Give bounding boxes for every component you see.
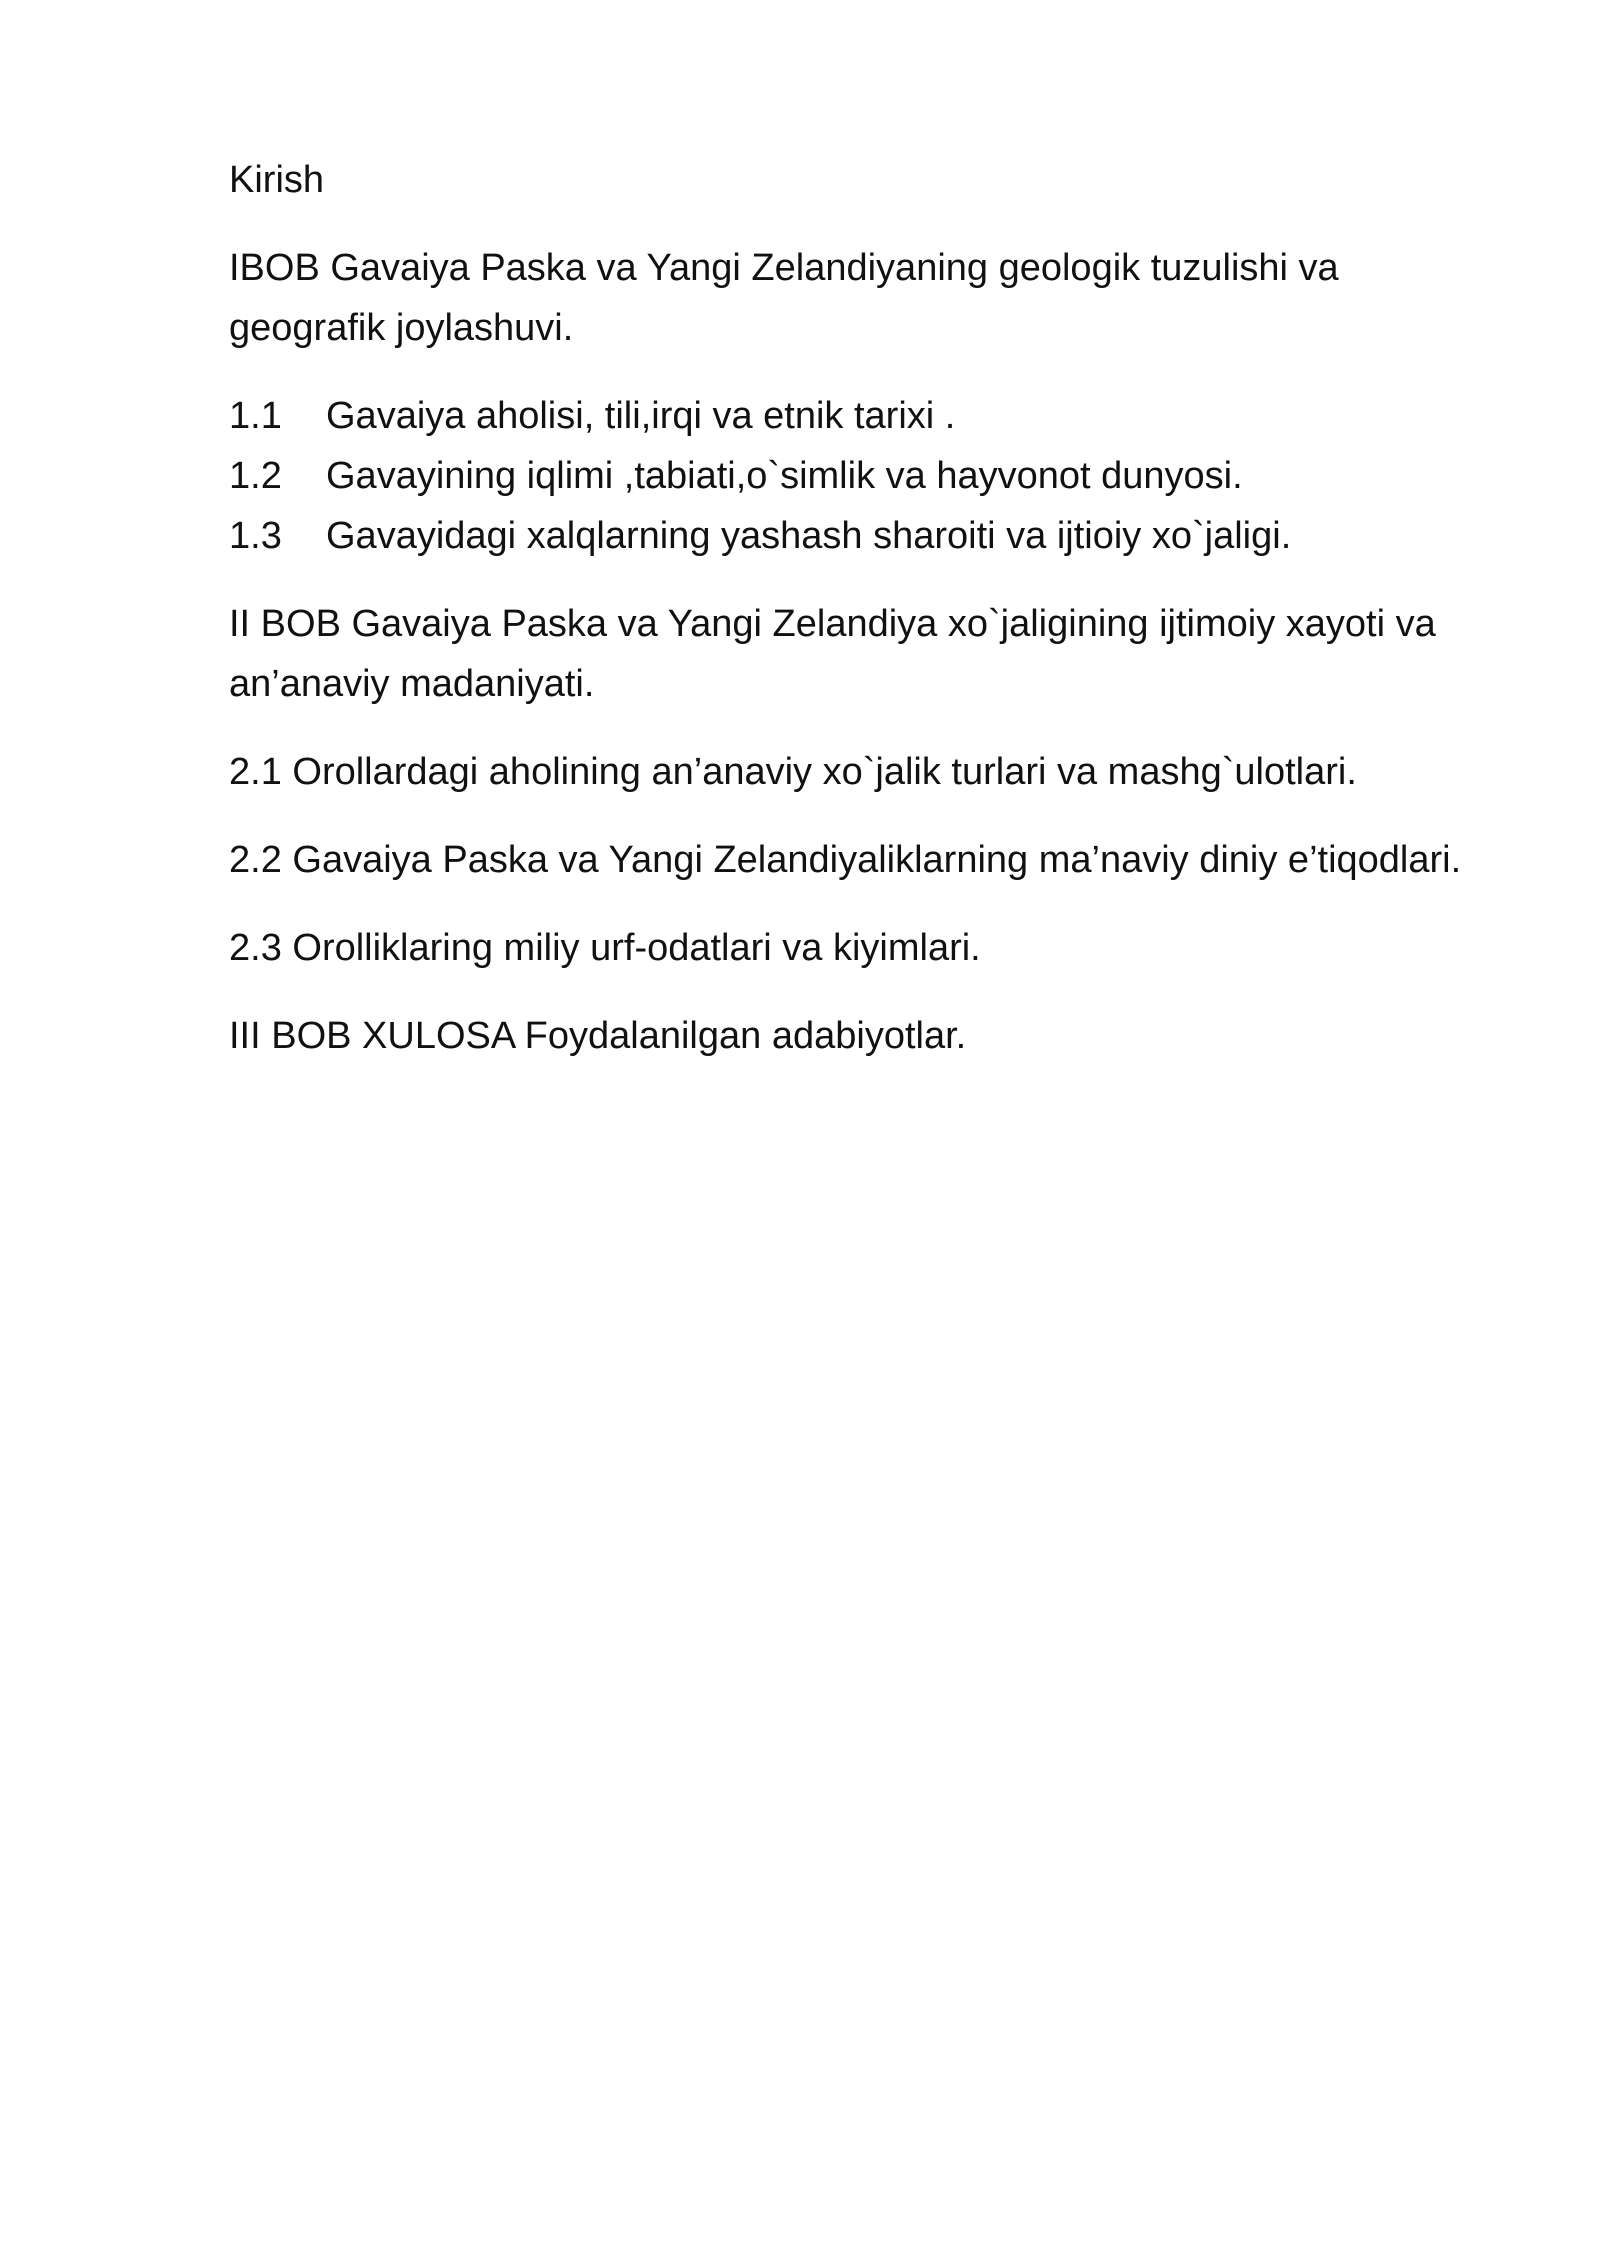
section-number: 1.1 xyxy=(229,395,282,437)
section-number: 1.3 xyxy=(229,515,282,557)
section-2-3: 2.3 Orolliklaring miliy urf-odatlari va kiyimlari. xyxy=(229,927,981,969)
section-2-2: 2.2 Gavaiya Paska va Yangi Zelandiyaliklarning ma’naviy diniy e’tiqodlari. xyxy=(229,839,1462,881)
list-item xyxy=(229,446,1489,506)
table-of-contents xyxy=(229,150,1489,1094)
section-number: 1.2 xyxy=(229,455,282,497)
intro-heading: Kirish xyxy=(229,159,325,201)
list-item xyxy=(229,386,1489,446)
chapter-2-title: II BOB Gavaiya Paska va Yangi Zelandiya xo`jaligining ijtimoiy xayoti va an’anaviy madaniyati. xyxy=(229,603,1436,705)
chapter-1-title: IBOB Gavaiya Paska va Yangi Zelandiyaning geologik tuzulishi va geografik joylashuvi. xyxy=(229,247,1339,349)
section-title: Gavayining iqlimi ,tabiati,o`simlik va hayvonot dunyosi. xyxy=(326,455,1243,497)
section-title: Gavayidagi xalqlarning yashash sharoiti va ijtioiy xo`jaligi. xyxy=(326,515,1292,557)
chapter-1-sections xyxy=(229,386,1489,566)
list-item xyxy=(229,506,1489,566)
section-2-1: 2.1 Orollardagi aholining an’anaviy xo`jalik turlari va mashg`ulotlari. xyxy=(229,751,1357,793)
section-title: Gavaiya aholisi, tili,irqi va etnik tarixi . xyxy=(326,395,956,437)
chapter-3-title: III BOB XULOSA Foydalanilgan adabiyotlar. xyxy=(229,1015,967,1057)
